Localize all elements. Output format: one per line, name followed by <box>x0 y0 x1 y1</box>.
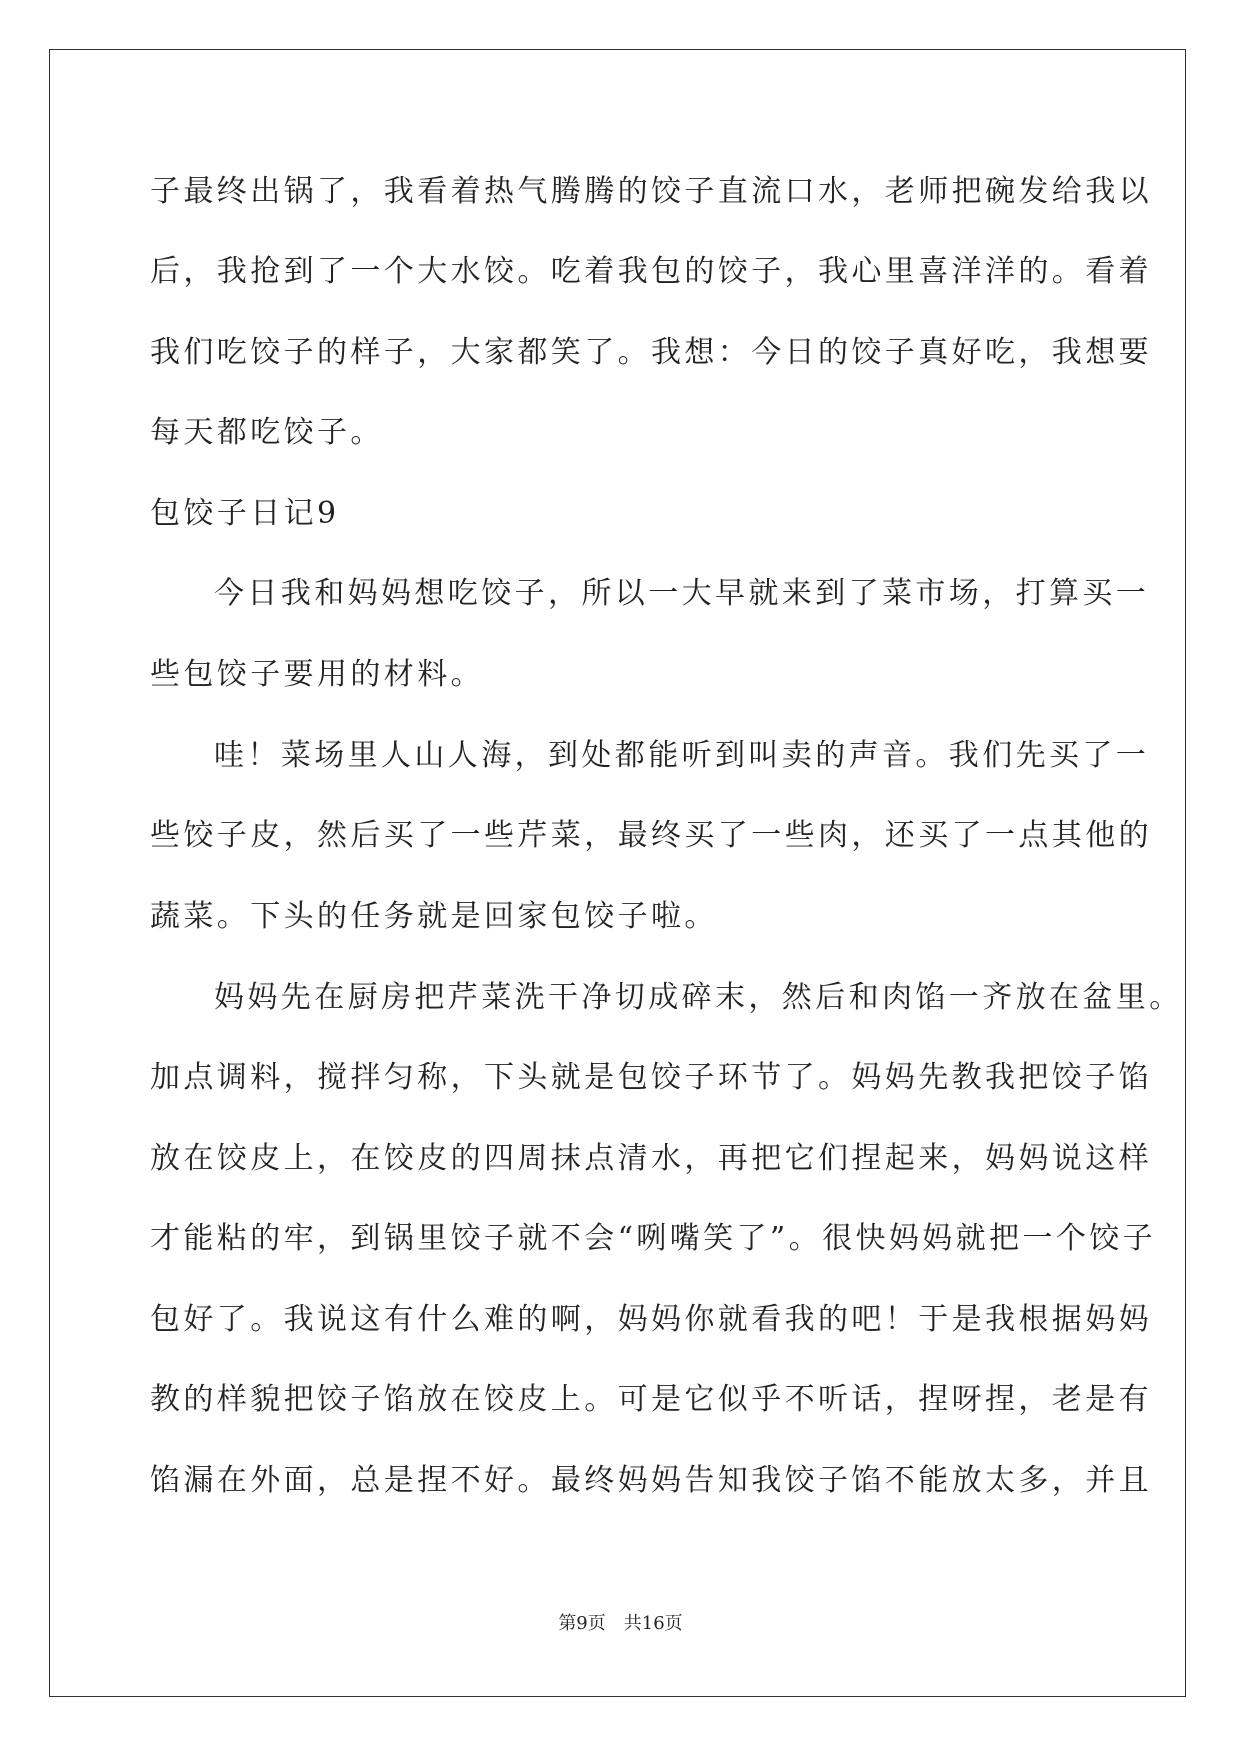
text-line: 今日我和妈妈想吃饺子，所以一大早就来到了菜市场，打算买一 <box>214 576 1150 611</box>
text-line: 馅漏在外面，总是捏不好。最终妈妈告知我饺子馅不能放太多，并且 <box>150 1463 1152 1498</box>
page-number: 第9页 <box>558 1613 606 1634</box>
text-line: 包好了。我说这有什么难的啊，妈妈你就看我的吧！于是我根据妈妈 <box>150 1302 1152 1337</box>
text-line: 我们吃饺子的样子，大家都笑了。我想：今日的饺子真好吃，我想要 <box>150 335 1152 370</box>
text-line: 每天都吃饺子。 <box>150 415 384 450</box>
text-line: 子最终出锅了，我看着热气腾腾的饺子直流口水，老师把碗发给我以 <box>150 174 1152 209</box>
text-line: 放在饺皮上，在饺皮的四周抹点清水，再把它们捏起来，妈妈说这样 <box>150 1141 1152 1176</box>
text-line: 妈妈先在厨房把芹菜洗干净切成碎末，然后和肉馅一齐放在盆里。 <box>214 980 1183 1015</box>
page-footer <box>0 1612 1241 1636</box>
text-line: 些饺子皮，然后买了一些芹菜，最终买了一些肉，还买了一点其他的 <box>150 818 1152 853</box>
text-line: 才能粘的牢，到锅里饺子就不会“咧嘴笑了”。很快妈妈就把一个饺子 <box>150 1221 1157 1256</box>
text-line: 后，我抢到了一个大水饺。吃着我包的饺子，我心里喜洋洋的。看着 <box>150 254 1152 289</box>
text-line: 蔬菜。下头的任务就是回家包饺子啦。 <box>150 899 718 934</box>
section-heading: 包饺子日记9 <box>150 496 340 531</box>
page-total: 共16页 <box>623 1613 683 1634</box>
text-line: 教的样貌把饺子馅放在饺皮上。可是它似乎不听话，捏呀捏，老是有 <box>150 1382 1152 1417</box>
page-frame <box>49 49 1186 1697</box>
text-line: 加点调料，搅拌匀称，下头就是包饺子环节了。妈妈先教我把饺子馅 <box>150 1060 1152 1095</box>
text-line: 些包饺子要用的材料。 <box>150 657 484 692</box>
text-line: 哇！菜场里人山人海，到处都能听到叫卖的声音。我们先买了一 <box>214 738 1150 773</box>
